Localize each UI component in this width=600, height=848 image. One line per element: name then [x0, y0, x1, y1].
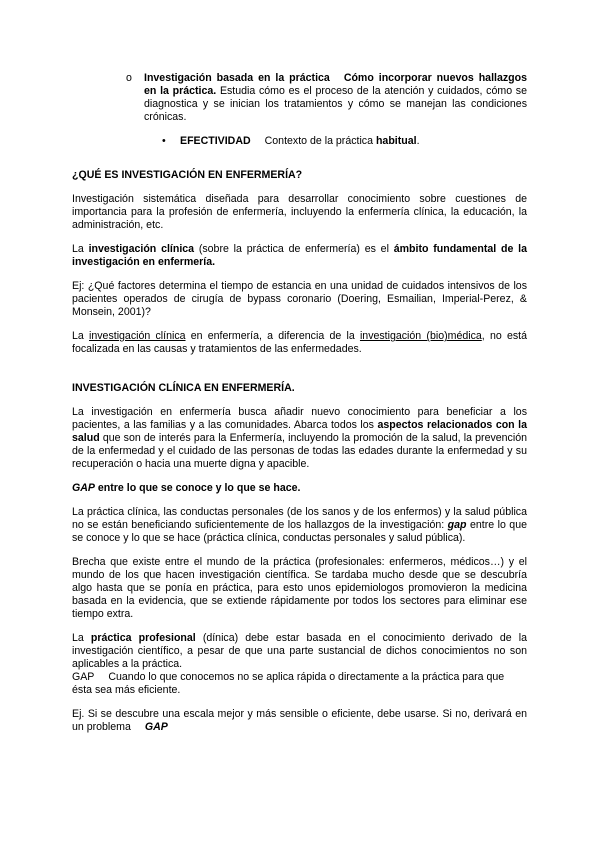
aspectos-bold: aspectos relacionados con la salud [72, 419, 528, 444]
ambito-bold: ámbito fundamental de la investigación en enfermería. [72, 243, 527, 268]
section1-p1: Investigación sistemática diseñada para desarrollar conocimiento sobre cuestiones de importancia para la profesión de enfermería, incluyendo la enfermería clínica, la educación, la administración, etc. [72, 193, 527, 231]
section2-p4 [72, 632, 527, 671]
period: . [416, 135, 420, 147]
text-run: La práctica clínica, las conductas personales (de los sanos y de los enfermos) y la salud pública no se están beneficiando suficientemente de los hallazgos de la investigación: [72, 506, 527, 531]
gap-inline: gap [447, 519, 467, 531]
investigacion-clinica-underline: investigación clínica [89, 330, 186, 342]
habitual-text: habitual [375, 135, 417, 147]
text-run: entre lo que se conoce y lo que se hace. [94, 482, 301, 494]
contexto-text: Contexto de la práctica [264, 135, 373, 147]
text-run: La [72, 632, 91, 644]
section1-p4 [72, 330, 527, 356]
text-run: La [72, 330, 90, 342]
outline-marker: o [126, 72, 132, 84]
section2-heading: INVESTIGACIÓN CLÍNICA EN ENFERMERÍA. [72, 382, 295, 394]
investigacion-clinica-bold: investigación clínica [88, 243, 195, 255]
practica-profesional-bold: práctica profesional [90, 632, 196, 644]
text-run: La investigación en enfermería busca añadir nuevo conocimiento para beneficiar a los pacientes, a las familias y a las comunidades. Abarca todos los [72, 406, 527, 431]
text-run: , no está focalizada en las causas y tratamientos de las enfermedades. [72, 330, 527, 355]
outline-item [126, 72, 527, 124]
document-page [72, 72, 527, 734]
efectividad-line [180, 135, 527, 148]
section1-p3: Ej: ¿Qué factores determina el tiempo de estancia en una unidad de cuidados intensivos de los pacientes operados de cirugía de bypass coronario (Doering, Esmailian, Imperial-Perez, & Monsein, 2001)? [72, 280, 527, 318]
text-run: (sobre la práctica de enfermería) es el [194, 243, 394, 255]
outline-desc: Estudia cómo es el proceso de la atención y cuidados, cómo se diagnostica y se inician los tratamientos y cómo se manejan las condiciones crónicas. [144, 85, 527, 123]
efectividad-item [162, 135, 527, 148]
section2-p1 [72, 406, 527, 471]
section2-p5 [72, 671, 527, 697]
text-run: en enfermería, a diferencia de la [185, 330, 360, 342]
text-run: Ej. Si se descubre una escala mejor y más sensible o eficiente, debe usarse. Si no, derivará en un problema [72, 708, 527, 733]
outline-title-b: Cómo incorporar nuevos hallazgos en la práctica. [144, 72, 527, 97]
section2-p3: Brecha que existe entre el mundo de la práctica (profesionales: enfermeros, médicos…) y el mundo de los que hacen investigación científica. Se tardaba mucho desde que se descubría algo hasta que se ponía en práctica, para esto unos epidemiologos promovieron la medicina basada en la evidencia, que se extiende rápidamente por todos los sectores para eliminar ese tiempo extra. [72, 556, 527, 620]
section1-heading: ¿QUÉ ES INVESTIGACIÓN EN ENFERMERÍA? [72, 169, 303, 181]
text-run: Cuando lo que conocemos no se aplica rápida o directamente a la práctica para que ésta sea más eficiente. [72, 671, 505, 696]
section1-p2 [72, 243, 527, 269]
gap-final: GAP [144, 721, 168, 733]
section2-p2 [72, 506, 527, 545]
outline-title-a: Investigación basada en la práctica [144, 72, 330, 84]
investigacion-biomedica-underline: investigación (bio)médica [359, 330, 482, 342]
gap-label: GAP [72, 671, 95, 683]
gap-heading [72, 482, 527, 495]
efectividad-term: EFECTIVIDAD [180, 135, 251, 147]
bullet-marker: • [162, 135, 166, 147]
text-run: que son de interés para la Enfermería, incluyendo la promoción de la salud, la prevención de la enfermedad y el cuidado de las personas de todas las edades durante la enfermedad y su recuperación o hacia una muerte digna y apacible. [72, 432, 527, 470]
text-run: (dínica) debe estar basada en el conocimiento derivado de la investigación científico, a pesar de que una parte sustancial de dichos conocimientos no son aplicables a la práctica. [72, 632, 528, 670]
text-run: La [72, 243, 89, 255]
gap-italic: GAP [72, 482, 95, 494]
section2-p6 [72, 708, 527, 734]
outline-paragraph [144, 72, 527, 124]
text-run: entre lo que se conoce y lo que se hace (práctica clínica, conductas personales y salud pública). [72, 519, 527, 544]
